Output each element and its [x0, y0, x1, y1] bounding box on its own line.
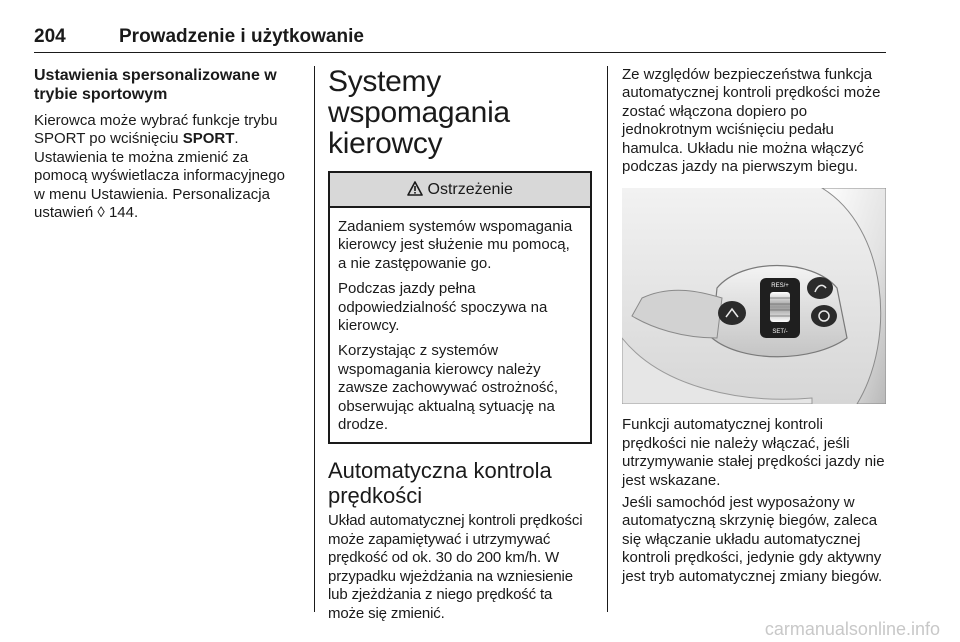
cruise-control-paragraph: Układ automatycznej kontroli prędkości może zapamiętywać i utrzymywać prędkość od ok. 30 do 200 km/h. W przypadku wjeżdżania na wzniesienie lub zjeżdżania z niego prędkość ta może się zmienić.: [328, 512, 583, 622]
warning-paragraph: Podczas jazdy pełna odpowiedzialność spoczywa na kierowcy.: [338, 280, 548, 335]
watermark: carmanualsonline.info: [764, 619, 940, 639]
set-minus-label: SET/-: [772, 329, 788, 336]
chapter-heading-driver-assistance: Systemy wspomagania kierowcy: [328, 65, 510, 160]
cruise-cancel-button: [718, 301, 746, 325]
page-reference-arrow-icon: ◊: [97, 204, 105, 222]
warning-triangle-icon: [407, 181, 427, 198]
warning-paragraph: Korzystając z systemów wspomagania kierowcy należy zawsze zachowywać ostrożność, obserwując aktualną sytuację na drodze.: [338, 342, 559, 434]
sport-settings-paragraph: Kierowca może wybrać funkcje trybu SPORT po wciśnięciu SPORT. Ustawienia te można zmienić za pomocą wyświetlacza informacyjnego w menu Ustawienia. Personalizacja ustawień ◊ 144.: [34, 112, 285, 222]
warning-body: [330, 208, 590, 442]
warning-header: [330, 173, 590, 208]
page-header: [34, 26, 886, 53]
section-heading-sport-settings: Ustawienia spersonalizowane w trybie sportowym: [34, 67, 277, 103]
safety-paragraph: Ze względów bezpieczeństwa funkcja automatycznej kontroli prędkości może zostać włączona dopiero po jednokrotnym wciśnięciu pedału hamulca. Układu nie można włączyć podczas jazdy na pierwszym biegu.: [622, 66, 881, 176]
sport-button-label: SPORT: [182, 130, 235, 148]
res-plus-label: RES/+: [771, 283, 789, 290]
column-divider-2: [607, 66, 608, 612]
cruise-toggle-button: [811, 305, 837, 327]
page-number: 204: [34, 26, 66, 47]
section-heading-cruise-control: Automatyczna kontrola prędkości: [328, 458, 552, 509]
column-1: [34, 66, 296, 226]
warning-box: [328, 171, 592, 444]
column-3: [622, 66, 886, 590]
cruise-warning-paragraph: Funkcji automatycznej kontroli prędkości nie należy włączać, jeśli utrzymywanie stałej prędkości jazdy nie jest wskazane.: [622, 416, 885, 489]
running-head-title: Prowadzenie i użytkowanie: [119, 26, 364, 47]
steering-wheel-controls-image: [622, 188, 886, 404]
voice-button: [807, 277, 833, 299]
column-2: [328, 66, 592, 627]
page-reference-link[interactable]: 144.: [104, 204, 139, 222]
automatic-gearbox-paragraph: Jeśli samochód jest wyposażony w automatyczną skrzynię biegów, zaleca się włączanie układu automatycznej kontroli prędkości, jedynie gdy aktywny jest tryb automatycznej zmiany biegów.: [622, 494, 883, 585]
warning-title: Ostrzeżenie: [427, 181, 513, 198]
column-divider-1: [314, 66, 315, 612]
warning-paragraph: Zadaniem systemów wspomagania kierowcy jest służenie mu pomocą, a nie zastępowanie go.: [338, 218, 573, 272]
